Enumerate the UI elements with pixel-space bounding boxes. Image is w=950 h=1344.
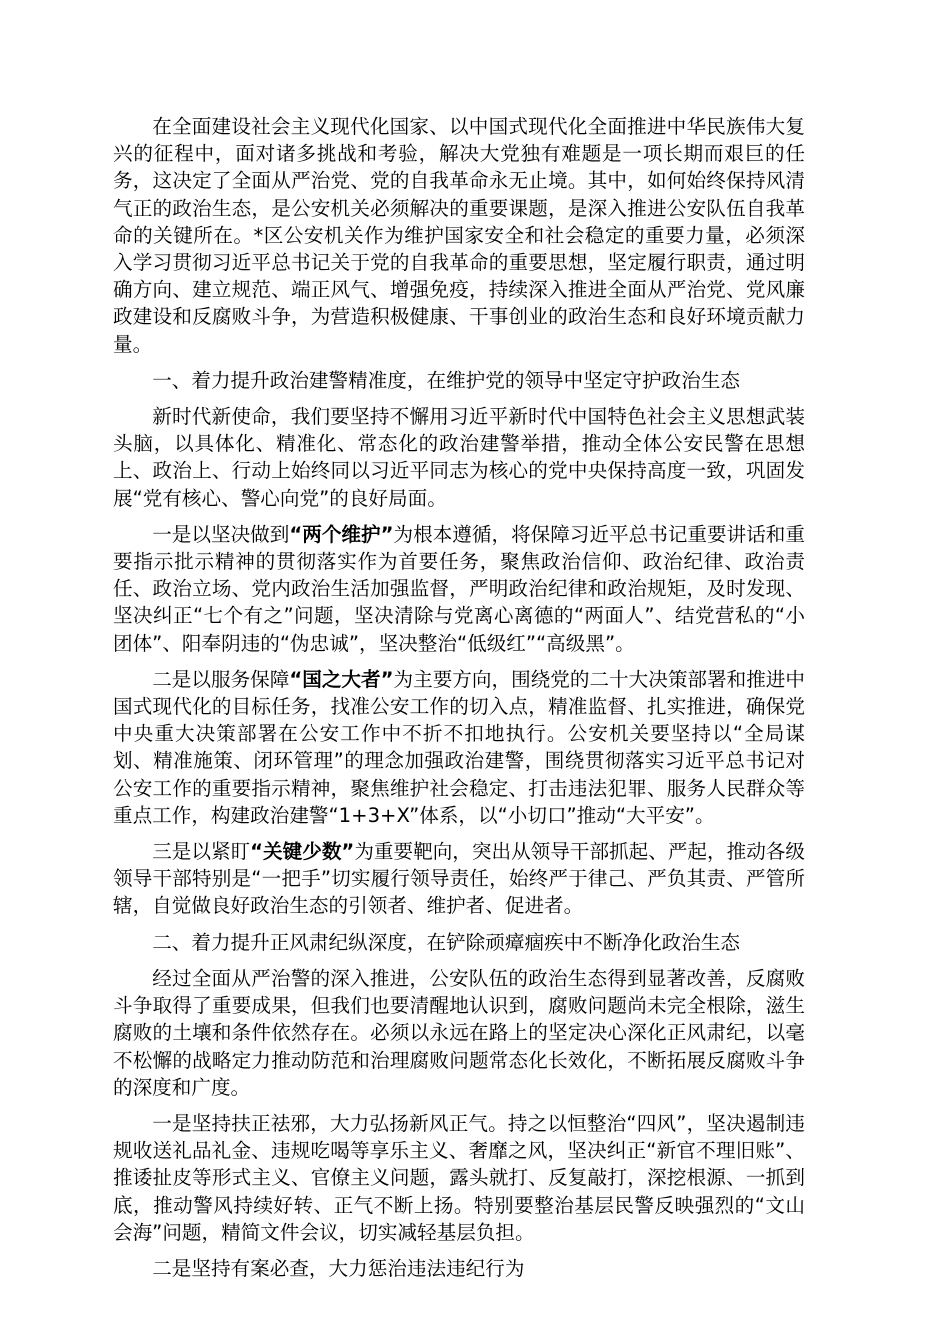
section-heading-two: 二、着力提升正风肃纪纵深度，在铲除顽瘴痼疾中不断净化政治生态 — [152, 930, 740, 954]
section-two-point-two: 二是坚持有案必查，大力惩治违法违纪行为 — [152, 1256, 525, 1280]
section-two-lead-paragraph: 经过全面从严治警的深入推进，公安队伍的政治生态得到显著改善，反腐败斗争取得了重要成果，但我们也要清醒地认识到，腐败问题尚未完全根除，滋生腐败的土壤和条件依然存在。必须以永远在路上的坚定决心深化正风肃纪，以毫不松懈的战略定力推动防范和治理腐败问题常态化长效化，不断拓展反腐败斗争的深度和广度。 — [113, 966, 805, 1099]
text-run: 为主要方向，围绕党的二十大决策部署和推进中国式现代化的目标任务，找准公安工作的切入点，精准监督、扎实推进，确保党中央重大决策部署在公安工作中不折不扣地执行。公安机关要坚持以“全局谋划、精准施策、闭环管理”的理念加强政治建警，围绕贯彻落实习近平总书记对公安工作的重要指示精神，聚焦维护社会稳定、打击违法犯罪、服务人民群众等重点工作，构建政治建警“1+3+X”体系，以“小切口”推动“大平安”。 — [113, 667, 805, 827]
section-one-point-one — [113, 521, 805, 657]
text-run: 为根本遵循，将保障习近平总书记重要讲话和重要指示批示精神的贯彻落实作为首要任务，聚焦政治信仰、政治纪律、政治责任、政治立场、党内政治生活加强监督，严明政治纪律和政治规矩，及时发现、坚决纠正“七个有之”问题，坚决清除与党离心离德的“两面人”、结党营私的“小团体”、阳奉阴违的“伪忠诚”，坚决整治“低级红”“高级黑”。 — [113, 522, 805, 655]
text-run: 为重要靶向，突出从领导干部抓起、严起，推动各级领导干部特别是“一把手”切实履行领导责任，始终严于律己、严负其责、严管所辖，自觉做良好政治生态的引领者、维护者、促进者。 — [113, 840, 806, 918]
section-heading-one: 一、着力提升政治建警精准度，在维护党的领导中坚定守护政治生态 — [152, 368, 740, 392]
section-one-lead-paragraph: 新时代新使命，我们要坚持不懈用习近平新时代中国特色社会主义思想武装头脑，以具体化、精准化、常态化的政治建警举措，推动全体公安民警在思想上、政治上、行动上始终同以习近平同志为核心的党中央保持高度一致，巩固发展“党有核心、警心向党”的良好局面。 — [113, 405, 805, 510]
emphasised-phrase: “国之大者” — [289, 667, 394, 691]
text-run: 二是以服务保障 — [152, 667, 290, 691]
emphasised-phrase: “关键少数” — [250, 840, 355, 864]
emphasised-phrase: “两个维护” — [289, 522, 394, 546]
section-one-point-two — [113, 666, 805, 829]
text-run: 三是以紧盯 — [152, 840, 251, 864]
intro-paragraph: 在全面建设社会主义现代化国家、以中国式现代化全面推进中华民族伟大复兴的征程中，面对诸多挑战和考验，解决大党独有难题是一项长期而艰巨的任务，这决定了全面从严治党、党的自我革命永无止境。其中，如何始终保持风清气正的政治生态，是公安机关必须解决的重要课题，是深入推进公安队伍自我革命的关键所在。*区公安机关作为维护国家安全和社会稳定的重要力量，必须深入学习贯彻习近平总书记关于党的自我革命的重要思想，坚定履行职责，通过明确方向、建立规范、端正风气、增强免疫，持续深入推进全面从严治党、党风廉政建设和反腐败斗争，为营造积极健康、干事创业的政治生态和良好环境贡献力量。 — [113, 115, 805, 356]
section-one-point-three — [113, 838, 805, 920]
document-body — [113, 113, 805, 1282]
text-run: 一是以坚决做到 — [152, 522, 290, 546]
section-two-point-one: 一是坚持扶正祛邪，大力弘扬新风正气。持之以恒整治“四风”，坚决遏制违规收送礼品礼金、违规吃喝等享乐主义、奢靡之风，坚决纠正“新官不理旧账”、推诿扯皮等形式主义、官僚主义问题，露头就打、反复敲打，深挖根源、一抓到底，推动警风持续好转、正气不断上扬。特别要整治基层民警反映强烈的“文山会海”问题，精简文件会议，切实减轻基层负担。 — [113, 1111, 805, 1244]
